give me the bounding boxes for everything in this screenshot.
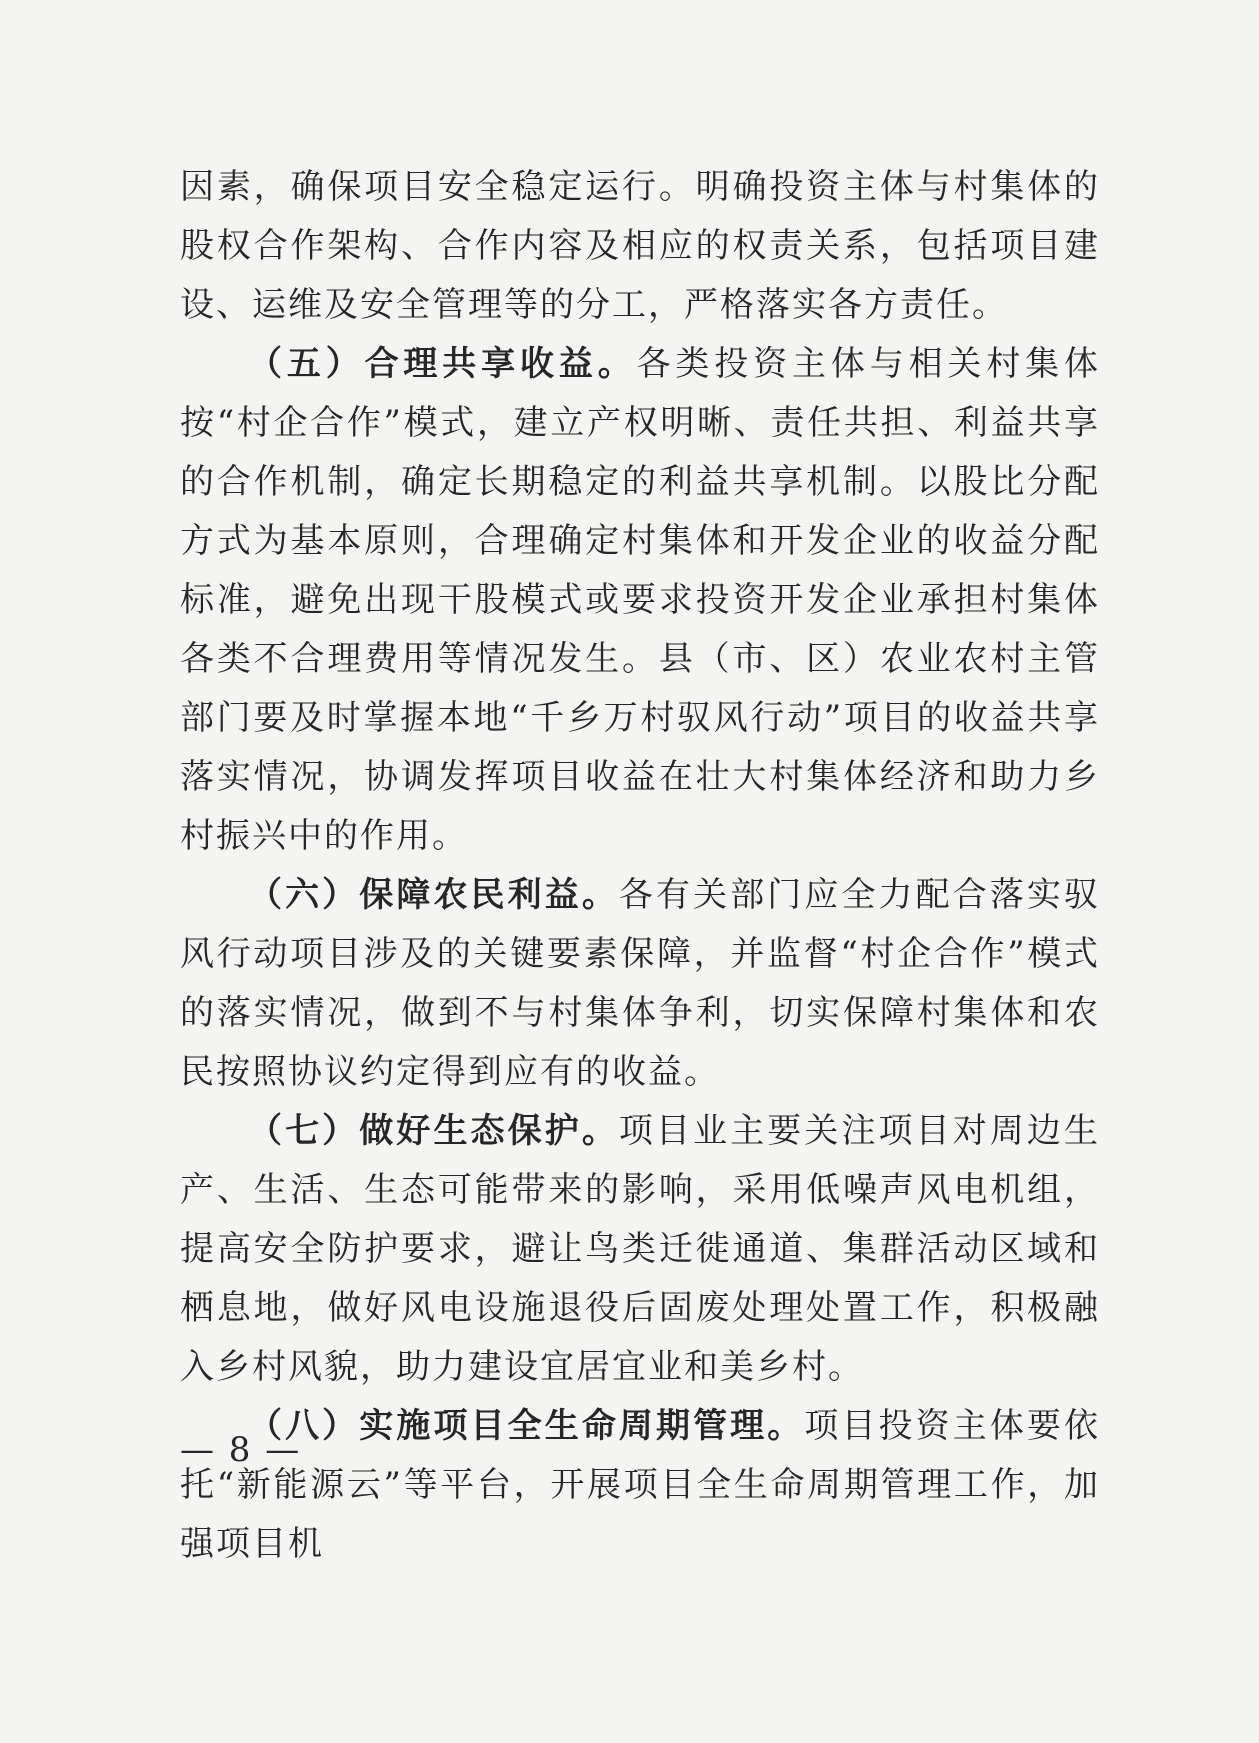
paragraph-share-income — [180, 335, 1100, 866]
paragraph-text: 各有关部门应全力配合落实驭风行动项目涉及的关键要素保障，并监督“村企合作”模式的落实情况，做到不与村集体争利，切实保障村集体和农民按照协议约定得到应有的收益。 — [180, 875, 1101, 1092]
document-body — [180, 158, 1100, 1574]
paragraph-text: 项目业主要关注项目对周边生产、生活、生态可能带来的影响，采用低噪声风电机组，提高安全防护要求，避让鸟类迁徙通道、集群活动区域和栖息地，做好风电设施退役后固废处理处置工作，积极融入乡村风貌，助力建设宜居宜业和美乡村。 — [180, 1111, 1101, 1387]
section-heading: （八）实施项目全生命周期管理。 — [248, 1406, 805, 1446]
section-heading: （六）保障农民利益。 — [248, 875, 619, 915]
paragraph-farmer-interests — [180, 866, 1100, 1102]
section-heading: （七）做好生态保护。 — [248, 1111, 619, 1151]
paragraph-text: 项目投资主体要依托“新能源云”等平台，开展项目全生命周期管理工作，加强项目机 — [180, 1406, 1101, 1564]
section-heading: （五）合理共享收益。 — [248, 344, 637, 384]
paragraph-ecological-protection — [180, 1102, 1100, 1397]
paragraph-lifecycle-management — [180, 1397, 1100, 1574]
page-number: — 8 — — [180, 1430, 302, 1470]
paragraph-continuation — [180, 158, 1100, 335]
paragraph-text: 因素，确保项目安全稳定运行。明确投资主体与村集体的股权合作架构、合作内容及相应的权责关系，包括项目建设、运维及安全管理等的分工，严格落实各方责任。 — [180, 167, 1100, 325]
paragraph-text: 各类投资主体与相关村集体按“村企合作”模式，建立产权明晰、责任共担、利益共享的合作机制，确定长期稳定的利益共享机制。以股比分配方式为基本原则，合理确定村集体和开发企业的收益分配标准，避免出现干股模式或要求投资开发企业承担村集体各类不合理费用等情况发生。县（市、区）农业农村主管部门要及时掌握本地“千乡万村驭风行动”项目的收益共享落实情况，协调发挥项目收益在壮大村集体经济和助力乡村振兴中的作用。 — [180, 344, 1101, 856]
